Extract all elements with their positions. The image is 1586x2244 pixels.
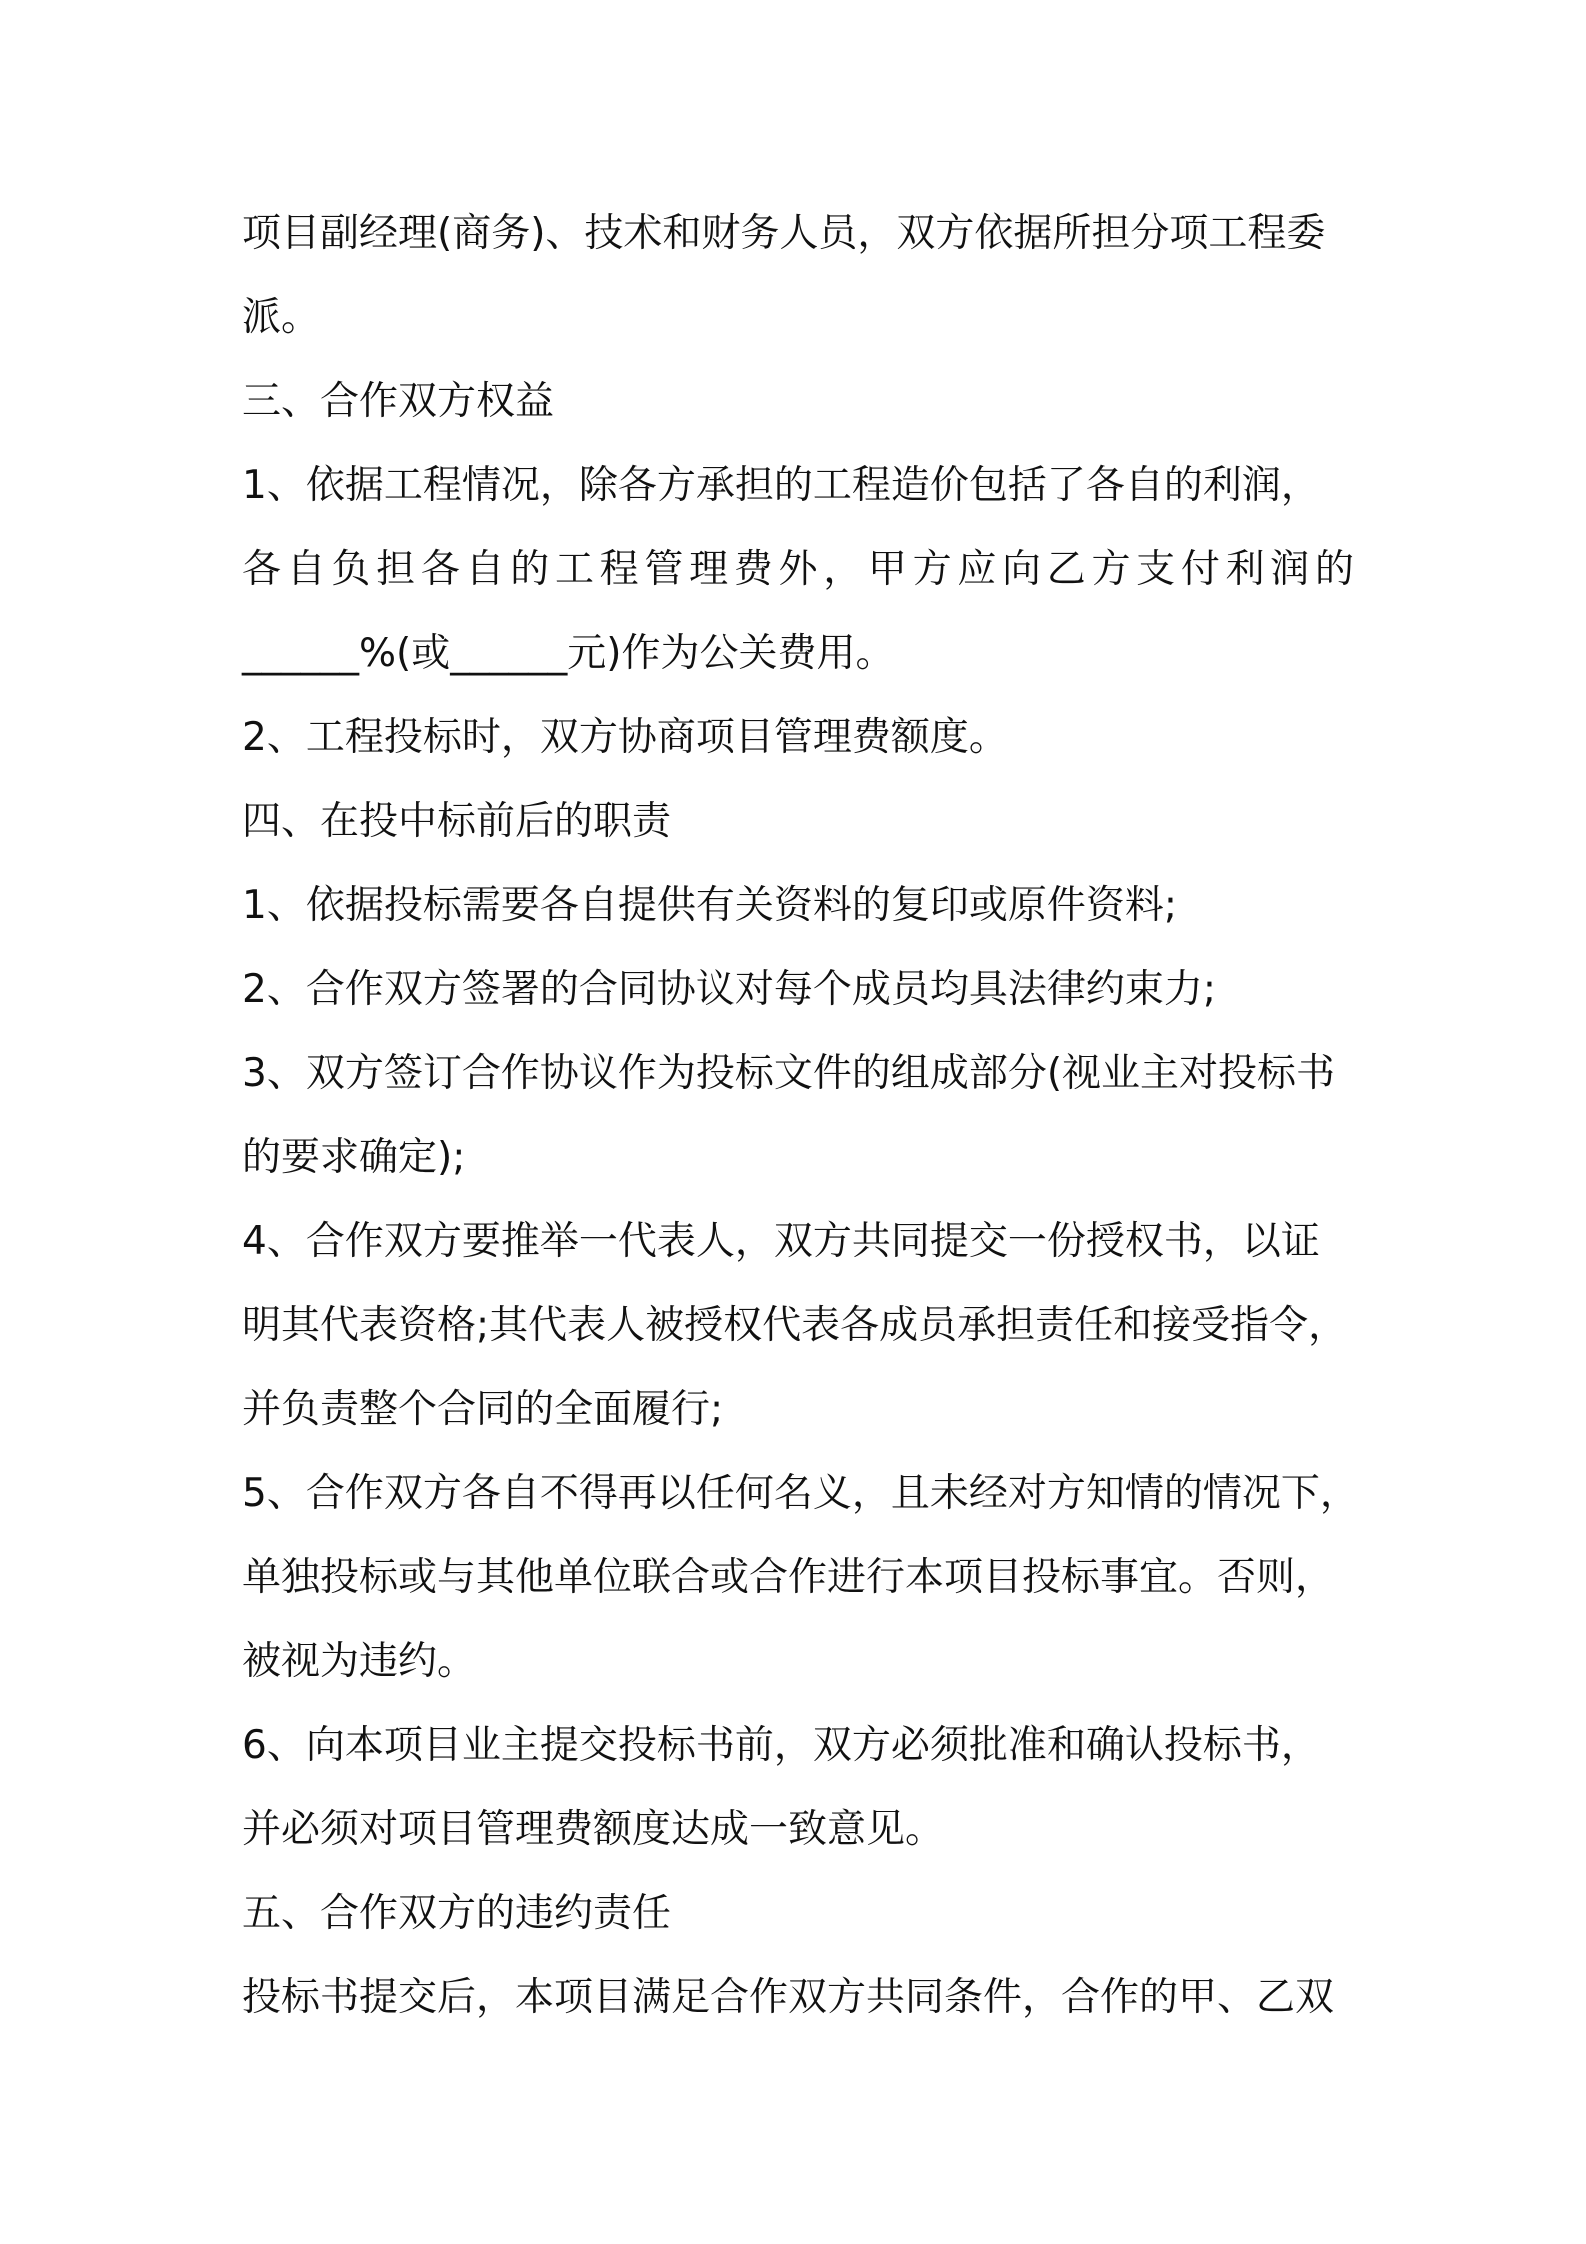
text-line: 项目副经理(商务)、技术和财务人员，双方依据所担分项工程委 — [242, 211, 1326, 256]
text-line: 6、向本项目业主提交投标书前，双方必须批准和确认投标书， — [242, 1723, 1320, 1768]
document-body — [242, 192, 1372, 2040]
text-line: 1、依据工程情况，除各方承担的工程造价包括了各自的利润， — [242, 463, 1320, 508]
text-line: 投标书提交后，本项目满足合作双方共同条件，合作的甲、乙双 — [242, 1975, 1335, 2020]
section-heading: 三、合作双方权益 — [242, 379, 555, 424]
section-heading: 四、在投中标前后的职责 — [242, 799, 672, 844]
text-line: 并负责整个合同的全面履行; — [242, 1387, 724, 1432]
section-heading: 五、合作双方的违约责任 — [242, 1891, 672, 1936]
text-line: 2、工程投标时，双方协商项目管理费额度。 — [242, 715, 1008, 760]
text-line: 并必须对项目管理费额度达成一致意见。 — [242, 1807, 945, 1852]
text-line: 单独投标或与其他单位联合或合作进行本项目投标事宜。否则， — [242, 1555, 1335, 1600]
text-line: 的要求确定); — [242, 1135, 466, 1180]
text-line: 各自负担各自的工程管理费外，甲方应向乙方支付利润的 — [242, 547, 1354, 592]
text-line: 5、合作双方各自不得再以任何名义，且未经对方知情的情况下， — [242, 1471, 1359, 1516]
text-line: 3、双方签订合作协议作为投标文件的组成部分(视业主对投标书 — [242, 1051, 1336, 1096]
text-line: ______%(或______元)作为公关费用。 — [242, 631, 895, 676]
text-line: 明其代表资格;其代表人被授权代表各成员承担责任和接受指令， — [242, 1303, 1348, 1348]
text-line: 被视为违约。 — [242, 1639, 477, 1684]
text-line: 2、合作双方签署的合同协议对每个成员均具法律约束力; — [242, 967, 1216, 1012]
text-line: 派。 — [242, 295, 321, 340]
text-line: 1、依据投标需要各自提供有关资料的复印或原件资料; — [242, 883, 1177, 928]
text-line: 4、合作双方要推举一代表人，双方共同提交一份授权书，以证 — [242, 1219, 1320, 1264]
